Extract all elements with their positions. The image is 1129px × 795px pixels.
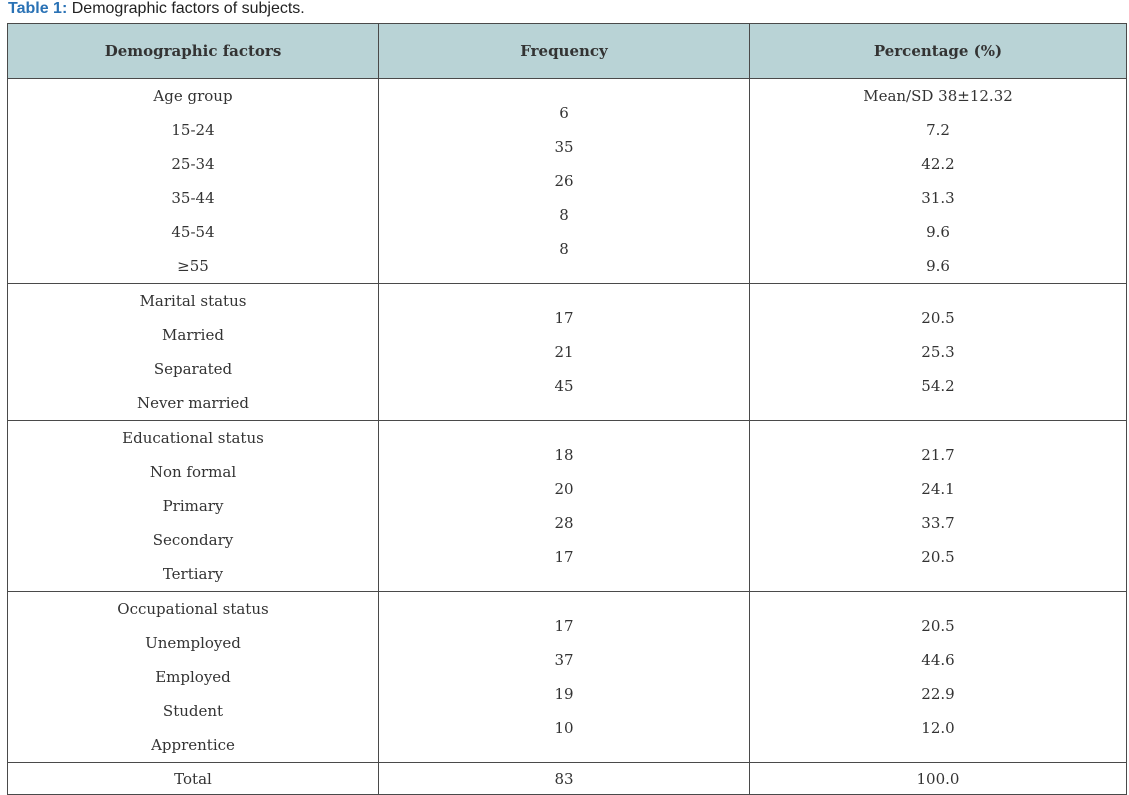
total-percentage: 100.0: [750, 763, 1127, 795]
cell-frequency: [379, 421, 750, 592]
frequency-value: 6: [559, 104, 569, 122]
frequency-value: 37: [554, 651, 574, 669]
table-caption-label: Table 1:: [8, 0, 68, 17]
percentage-value: 33.7: [921, 514, 955, 532]
percentage-value: 9.6: [926, 223, 950, 241]
group-item: 15-24: [171, 121, 215, 139]
group-item: Primary: [162, 497, 224, 515]
table-row-occupational-status: [8, 592, 1127, 763]
group-item: ≥55: [177, 257, 209, 275]
cell-factors: [8, 284, 379, 421]
table-row-total: [8, 763, 1127, 795]
mean-sd-value: Mean/SD 38±12.32: [863, 87, 1013, 105]
cell-frequency: [379, 284, 750, 421]
header-frequency: Frequency: [379, 24, 750, 79]
frequency-value: 10: [554, 719, 574, 737]
header-percentage: Percentage (%): [750, 24, 1127, 79]
group-item: Employed: [155, 668, 231, 686]
percentage-value: 9.6: [926, 257, 950, 275]
percentage-value: 44.6: [921, 651, 955, 669]
group-title: Educational status: [122, 429, 264, 447]
frequency-value: 21: [554, 343, 574, 361]
percentage-value: 22.9: [921, 685, 955, 703]
frequency-value: 18: [554, 446, 574, 464]
percentage-value: 42.2: [921, 155, 955, 173]
demographic-table: [7, 23, 1127, 795]
frequency-value: 45: [554, 377, 574, 395]
percentage-value: 20.5: [921, 548, 955, 566]
frequency-value: 19: [554, 685, 574, 703]
cell-factors: [8, 421, 379, 592]
group-item: Student: [162, 702, 224, 720]
total-frequency: 83: [379, 763, 750, 795]
total-label: Total: [8, 763, 379, 795]
group-item: 35-44: [171, 189, 215, 207]
header-demographic-factors: Demographic factors: [8, 24, 379, 79]
cell-percentage: [750, 421, 1127, 592]
group-item: Apprentice: [151, 736, 235, 754]
group-item: Tertiary: [162, 565, 224, 583]
frequency-value: 17: [554, 309, 574, 327]
table-caption: [8, 0, 305, 20]
group-title: Age group: [153, 87, 233, 105]
table-row-educational-status: [8, 421, 1127, 592]
table-row-marital-status: [8, 284, 1127, 421]
cell-percentage: [750, 592, 1127, 763]
group-item: Never married: [136, 394, 250, 412]
frequency-value: 28: [554, 514, 574, 532]
percentage-value: 31.3: [921, 189, 955, 207]
cell-frequency: [379, 592, 750, 763]
group-item: Unemployed: [145, 634, 241, 652]
frequency-value: 35: [554, 138, 574, 156]
cell-frequency: [379, 79, 750, 284]
cell-percentage: [750, 284, 1127, 421]
frequency-value: 20: [554, 480, 574, 498]
percentage-value: 54.2: [921, 377, 955, 395]
cell-percentage: [750, 79, 1127, 284]
percentage-value: 12.0: [921, 719, 955, 737]
group-title: Marital status: [139, 292, 247, 310]
group-item: Secondary: [152, 531, 234, 549]
cell-factors: [8, 79, 379, 284]
percentage-value: 24.1: [921, 480, 955, 498]
frequency-value: 8: [559, 240, 569, 258]
group-item: Non formal: [149, 463, 237, 481]
group-item: 45-54: [171, 223, 215, 241]
table-row-age-group: [8, 79, 1127, 284]
percentage-value: 20.5: [921, 309, 955, 327]
group-item: 25-34: [171, 155, 215, 173]
frequency-value: 17: [554, 548, 574, 566]
table-header-row: [8, 24, 1127, 79]
group-item: Separated: [153, 360, 233, 378]
percentage-value: 21.7: [921, 446, 955, 464]
group-item: Married: [162, 326, 224, 344]
table-caption-text: Demographic factors of subjects.: [71, 0, 305, 17]
group-title: Occupational status: [117, 600, 269, 618]
percentage-value: 25.3: [921, 343, 955, 361]
frequency-value: 8: [559, 206, 569, 224]
frequency-value: 17: [554, 617, 574, 635]
frequency-value: 26: [554, 172, 574, 190]
percentage-value: 7.2: [926, 121, 950, 139]
percentage-value: 20.5: [921, 617, 955, 635]
cell-factors: [8, 592, 379, 763]
